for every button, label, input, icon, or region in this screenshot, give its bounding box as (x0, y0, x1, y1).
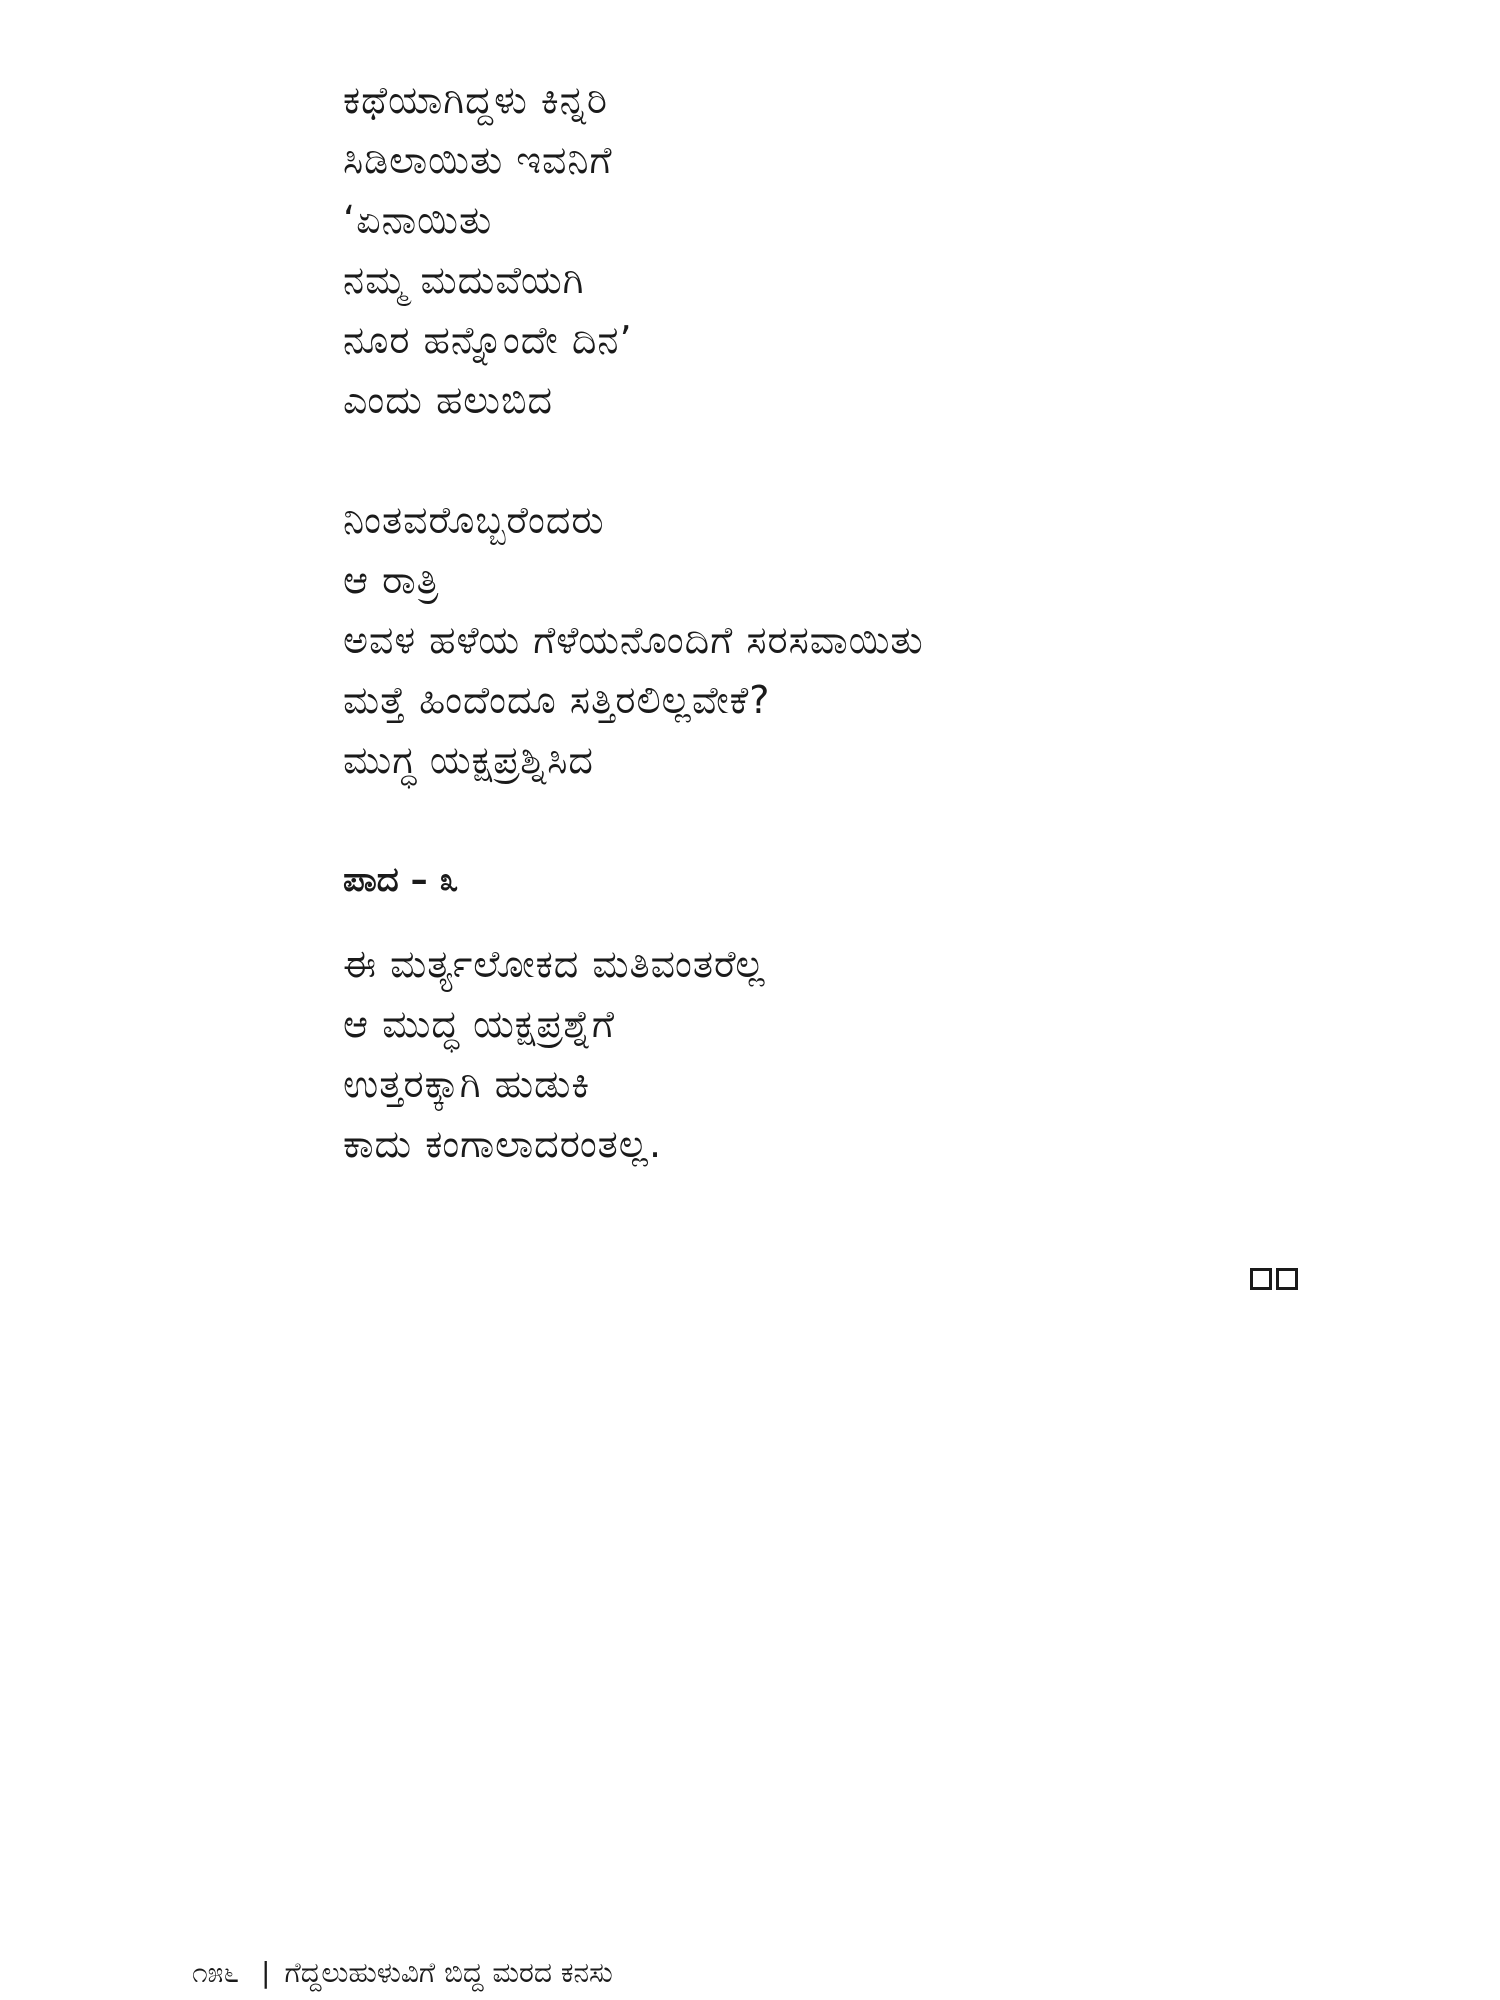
stanza-gap (343, 910, 1243, 934)
poem-line: ಆ ಮುದ್ಧ ಯಕ್ಷಪ್ರಶ್ನೆಗೆ (343, 1002, 615, 1046)
square-icon (1276, 1268, 1298, 1290)
poem-line: ನಿಂತವರೊಬ್ಬರೆಂದರು (343, 498, 605, 542)
poem-line: ಉತ್ತರಕ್ಕಾಗಿ ಹುಡುಕಿ (343, 1062, 591, 1106)
poem-line: ನೂರ ಹನ್ನೊಂದೇ ದಿನ’ (343, 318, 633, 362)
poem-line: ಈ ಮರ್ತ್ಯಲೋಕದ ಮತಿವಂತರೆಲ್ಲ (343, 942, 766, 986)
poem-line: ಮುಗ್ಧ ಯಕ್ಷಪ್ರಶ್ನಿಸಿದ (343, 738, 594, 782)
poem-line: ಸಿಡಿಲಾಯಿತು ಇವನಿಗೆ (343, 138, 613, 182)
book-title: ಗೆದ್ದಲುಹುಳುವಿಗೆ ಬಿದ್ದ ಮರದ ಕನಸು (284, 1956, 613, 1989)
poem-line: ಮತ್ತೆ ಹಿಂದೆಂದೂ ಸತ್ತಿರಲಿಲ್ಲವೇಕೆ? (343, 678, 771, 722)
poem-line: ‘ಏನಾಯಿತು (343, 198, 493, 242)
stanza-2 (343, 490, 1243, 790)
stanza-3 (343, 934, 1243, 1174)
section-heading: ಪಾದ – ೩ (343, 860, 459, 900)
end-mark-icon (1250, 1268, 1298, 1290)
poem-line: ಕಥೆಯಾಗಿದ್ದಳು ಕಿನ್ನರಿ (343, 78, 608, 122)
page-footer (192, 1955, 613, 1991)
poem-line: ನಮ್ಮ ಮದುವೆಯಗಿ (343, 258, 585, 302)
stanza-1 (343, 70, 1243, 430)
stanza-gap (343, 790, 1243, 850)
footer-separator: | (261, 1956, 271, 1989)
page-number: ೧೫೬ (192, 1956, 240, 1989)
poem-body (343, 70, 1243, 1174)
stanza-gap (343, 430, 1243, 490)
poem-line: ಕಾದು ಕಂಗಾಲಾದರಂತಲ್ಲ. (343, 1122, 663, 1166)
poem-line: ಎಂದು ಹಲುಬಿದ (343, 378, 554, 422)
poem-line: ಅವಳ ಹಳೆಯ ಗೆಳೆಯನೊಂದಿಗೆ ಸರಸವಾಯಿತು (343, 618, 924, 662)
square-icon (1250, 1268, 1272, 1290)
poem-line: ಆ ರಾತ್ರಿ (343, 558, 440, 602)
